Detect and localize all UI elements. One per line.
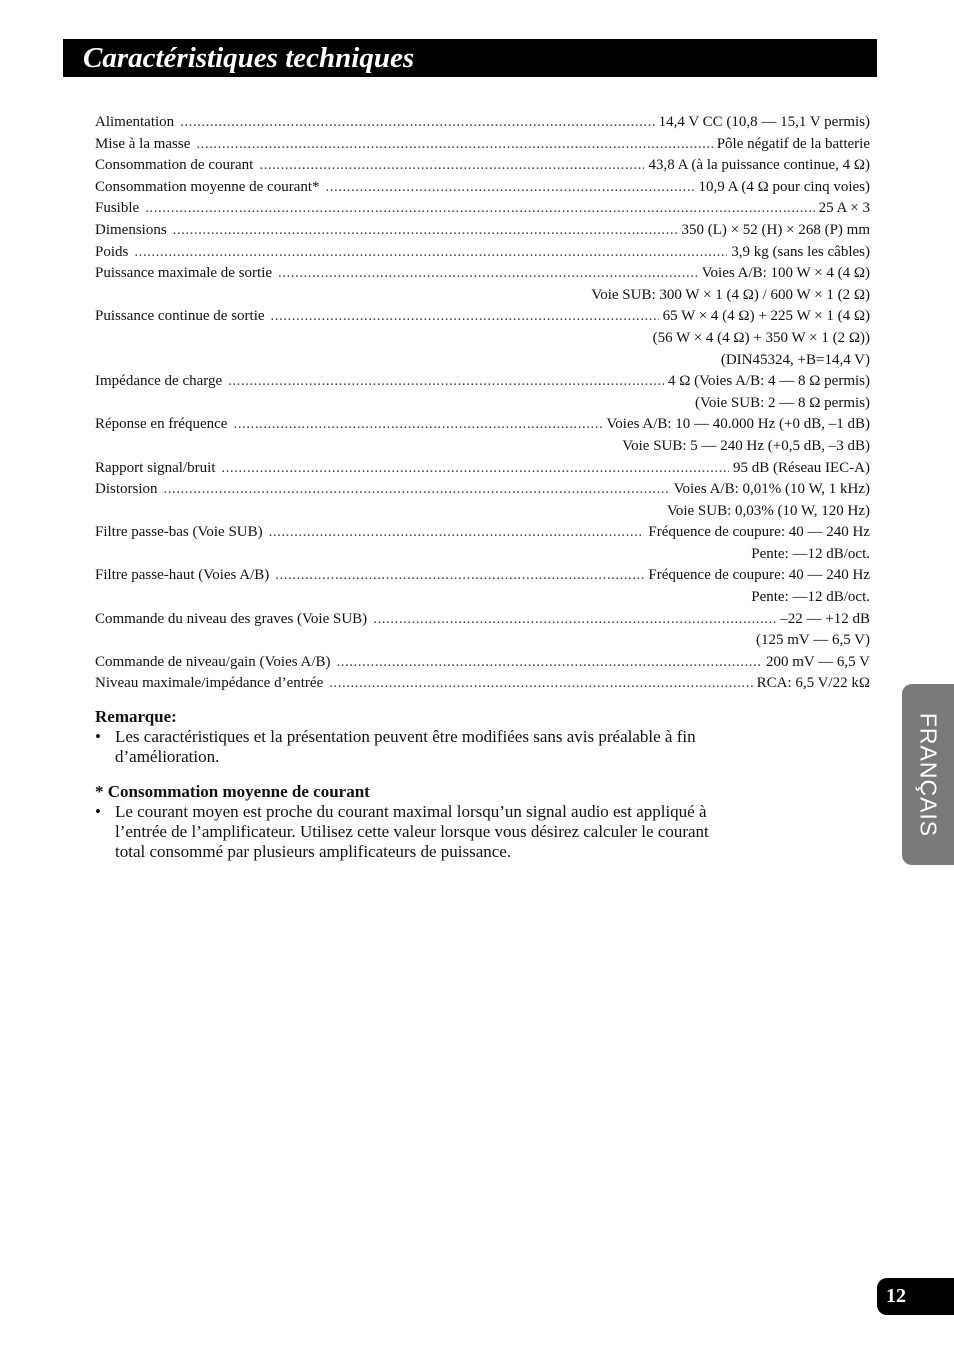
bullet-icon: • bbox=[95, 727, 101, 746]
spec-value: 350 (L) × 52 (H) × 268 (P) mm bbox=[681, 221, 870, 238]
dot-leader bbox=[275, 565, 644, 587]
dot-leader bbox=[164, 479, 670, 501]
spec-label: Commande du niveau des graves (Voie SUB) bbox=[95, 610, 368, 627]
spec-value: Pôle négatif de la batterie bbox=[716, 135, 870, 152]
dot-leader bbox=[326, 177, 695, 199]
dot-leader bbox=[259, 155, 644, 177]
current-heading: * Consommation moyenne de courant bbox=[95, 782, 370, 801]
spec-row bbox=[95, 177, 870, 199]
spec-row bbox=[95, 220, 870, 242]
dot-leader bbox=[180, 112, 654, 134]
spec-row bbox=[95, 652, 870, 674]
spec-label: Mise à la masse bbox=[95, 135, 191, 152]
spec-row bbox=[95, 306, 870, 328]
spec-value-continued: (56 W × 4 (4 Ω) + 350 W × 1 (2 Ω)) bbox=[652, 329, 870, 346]
dot-leader bbox=[134, 242, 727, 264]
spec-row bbox=[95, 522, 870, 544]
spec-row bbox=[95, 458, 870, 480]
spec-label: Impédance de charge bbox=[95, 373, 223, 390]
spec-value: 3,9 kg (sans les câbles) bbox=[731, 243, 870, 260]
spec-row bbox=[95, 673, 870, 695]
page-number-badge bbox=[877, 1278, 954, 1315]
spec-value: Voies A/B: 0,01% (10 W, 1 kHz) bbox=[673, 481, 870, 498]
current-text: Le courant moyen est proche du courant maximal lorsqu’un signal audio est appliqué à l’entrée de l’amplificateur. Utilisez cette valeur lorsque vous désirez calculer le courant total consommé par plusieurs amplificateurs de puissance. bbox=[115, 802, 709, 861]
dot-leader bbox=[145, 198, 814, 220]
spec-label: Poids bbox=[95, 243, 129, 260]
spec-label: Commande de niveau/gain (Voies A/B) bbox=[95, 653, 331, 670]
dot-leader bbox=[373, 609, 776, 631]
spec-value: Voies A/B: 100 W × 4 (4 Ω) bbox=[701, 265, 870, 282]
spec-value: 25 A × 3 bbox=[818, 200, 870, 217]
spec-label: Distorsion bbox=[95, 481, 158, 498]
spec-label: Dimensions bbox=[95, 221, 167, 238]
dot-leader bbox=[269, 522, 645, 544]
current-item bbox=[95, 802, 735, 862]
spec-value-continued: Voie SUB: 5 — 240 Hz (+0,5 dB, –3 dB) bbox=[622, 437, 870, 454]
spec-row bbox=[95, 155, 870, 177]
remark-text: Les caractéristiques et la présentation peuvent être modifiées sans avis préalable à fin d’amélioration. bbox=[115, 727, 696, 766]
dot-leader bbox=[221, 458, 729, 480]
spec-value: Fréquence de coupure: 40 — 240 Hz bbox=[648, 567, 870, 584]
remark-item bbox=[95, 727, 735, 767]
spec-row bbox=[95, 414, 870, 436]
remark-heading: Remarque: bbox=[95, 707, 177, 726]
dot-leader bbox=[233, 414, 602, 436]
spec-label: Consommation de courant bbox=[95, 157, 254, 174]
dot-leader bbox=[271, 306, 659, 328]
spec-value-continued: Pente: —12 dB/oct. bbox=[751, 589, 870, 606]
spec-label: Fusible bbox=[95, 200, 140, 217]
dot-leader bbox=[337, 652, 762, 674]
dot-leader bbox=[329, 673, 752, 695]
dot-leader bbox=[196, 134, 712, 156]
spec-value: –22 — +12 dB bbox=[780, 610, 870, 627]
spec-label: Rapport signal/bruit bbox=[95, 459, 216, 476]
dot-leader bbox=[173, 220, 678, 242]
page-number: 12 bbox=[886, 1285, 906, 1307]
spec-value: 65 W × 4 (4 Ω) + 225 W × 1 (4 Ω) bbox=[662, 308, 870, 325]
spec-value-continued: (DIN45324, +B=14,4 V) bbox=[720, 351, 870, 368]
spec-table bbox=[95, 112, 870, 695]
spec-row bbox=[95, 371, 870, 393]
current-note-block bbox=[95, 782, 735, 862]
dot-leader bbox=[278, 263, 698, 285]
spec-row bbox=[95, 242, 870, 264]
spec-label: Consommation moyenne de courant* bbox=[95, 178, 320, 195]
spec-label: Puissance maximale de sortie bbox=[95, 265, 273, 282]
spec-value-continued: Pente: —12 dB/oct. bbox=[751, 545, 870, 562]
spec-row bbox=[95, 112, 870, 134]
spec-row bbox=[95, 134, 870, 156]
spec-row bbox=[95, 609, 870, 631]
notes-section bbox=[95, 707, 735, 862]
spec-value: 10,9 A (4 Ω pour cinq voies) bbox=[698, 178, 870, 195]
spec-value: 95 dB (Réseau IEC-A) bbox=[732, 459, 870, 476]
spec-value: RCA: 6,5 V/22 kΩ bbox=[756, 675, 870, 692]
language-tab bbox=[902, 684, 954, 865]
dot-leader bbox=[228, 371, 664, 393]
spec-row bbox=[95, 263, 870, 285]
spec-row bbox=[95, 198, 870, 220]
spec-label: Filtre passe-haut (Voies A/B) bbox=[95, 567, 270, 584]
spec-value-continued: (Voie SUB: 2 — 8 Ω permis) bbox=[694, 394, 870, 411]
spec-value: Voies A/B: 10 — 40.000 Hz (+0 dB, –1 dB) bbox=[606, 416, 870, 433]
spec-label: Filtre passe-bas (Voie SUB) bbox=[95, 524, 263, 541]
spec-value: Fréquence de coupure: 40 — 240 Hz bbox=[648, 524, 870, 541]
spec-value: 4 Ω (Voies A/B: 4 — 8 Ω permis) bbox=[667, 373, 870, 390]
spec-label: Niveau maximale/impédance d’entrée bbox=[95, 675, 324, 692]
bullet-icon: • bbox=[95, 802, 101, 821]
spec-label: Puissance continue de sortie bbox=[95, 308, 265, 325]
spec-value: 200 mV — 6,5 V bbox=[765, 653, 870, 670]
spec-value-continued: (125 mV — 6,5 V) bbox=[755, 632, 870, 649]
spec-value-continued: Voie SUB: 0,03% (10 W, 120 Hz) bbox=[666, 502, 870, 519]
spec-row bbox=[95, 479, 870, 501]
title-bar bbox=[63, 39, 877, 77]
spec-value: 14,4 V CC (10,8 — 15,1 V permis) bbox=[658, 114, 870, 130]
language-tab-label: FRANÇAIS bbox=[915, 712, 942, 837]
spec-value: 43,8 A (à la puissance continue, 4 Ω) bbox=[648, 157, 870, 174]
spec-row bbox=[95, 565, 870, 587]
page-title: Caractéristiques techniques bbox=[83, 42, 415, 74]
spec-label: Réponse en fréquence bbox=[95, 416, 228, 433]
spec-value-continued: Voie SUB: 300 W × 1 (4 Ω) / 600 W × 1 (2 Ω) bbox=[591, 286, 870, 303]
spec-label: Alimentation bbox=[95, 114, 175, 130]
